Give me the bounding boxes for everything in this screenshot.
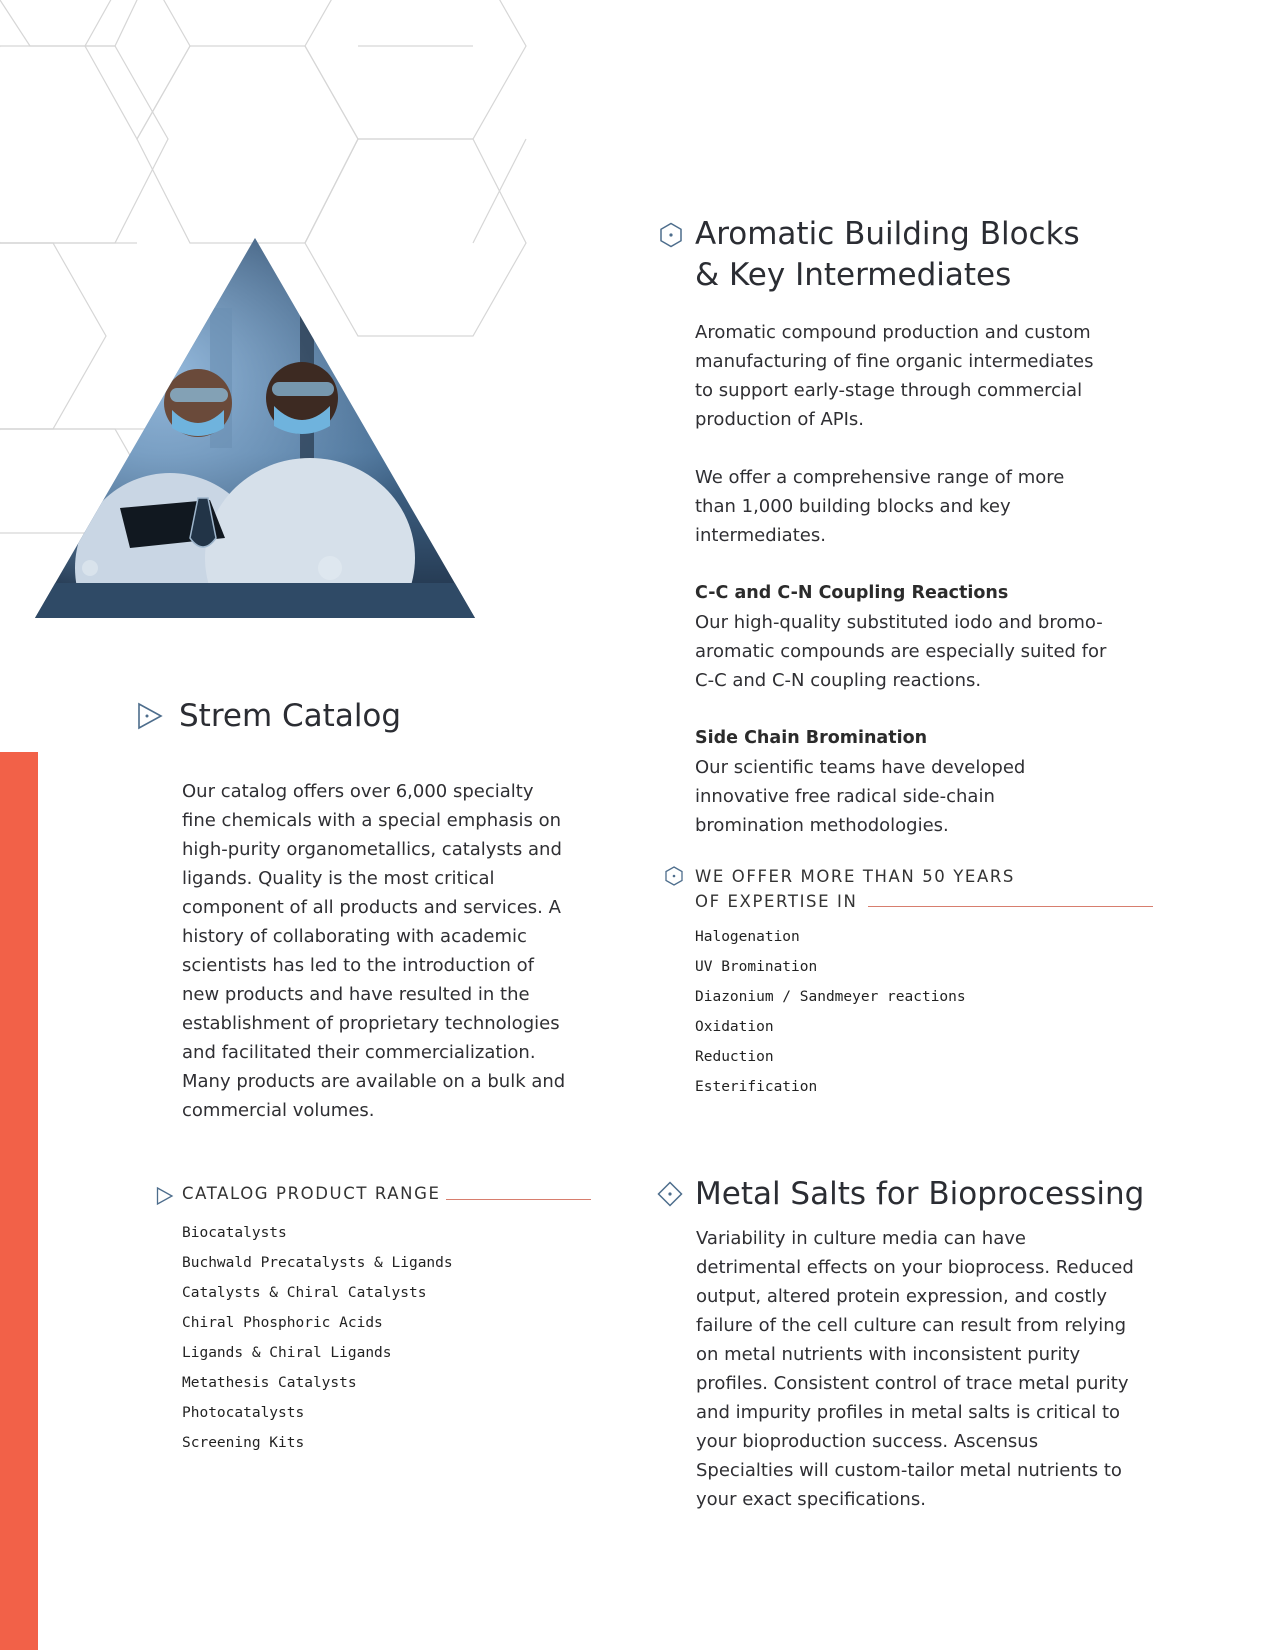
hexagon-dot-icon xyxy=(665,866,683,886)
catalog-title: Strem Catalog xyxy=(179,698,402,734)
accent-sidebar-bar xyxy=(0,752,38,1650)
list-item: Reduction xyxy=(695,1049,774,1065)
list-item: Halogenation xyxy=(695,929,800,945)
list-item: Catalysts & Chiral Catalysts xyxy=(182,1285,427,1301)
aromatic-range-paragraph: We offer a comprehensive range of more than 1,000 building blocks and key intermediates. xyxy=(695,467,1065,546)
bromination-heading: Side Chain Bromination xyxy=(695,728,928,748)
metal-salts-title: Metal Salts for Bioprocessing xyxy=(695,1176,1145,1212)
product-range-heading: CATALOG PRODUCT RANGE xyxy=(182,1184,441,1203)
list-item: Chiral Phosphoric Acids xyxy=(182,1315,383,1331)
diamond-dot-icon xyxy=(657,1181,683,1207)
list-item: Biocatalysts xyxy=(182,1225,287,1241)
expertise-list xyxy=(695,922,966,1102)
coupling-heading: C-C and C-N Coupling Reactions xyxy=(695,583,1009,603)
list-item: Metathesis Catalysts xyxy=(182,1375,357,1391)
metal-salts-paragraph: Variability in culture media can have detrimental effects on your bioprocess. Reduced output, altered protein expression, and costly failure of the cell culture can result from relying on metal nutrients with inconsistent purity profiles. Consistent control of trace metal purity and impurity profiles in metal salts is critical to your bioproduction success. Ascensus Specialties will custom-tailor metal nutrients to your exact specifications. xyxy=(696,1228,1134,1510)
list-item: Ligands & Chiral Ligands xyxy=(182,1345,392,1361)
bromination-paragraph: Our scientific teams have developed innovative free radical side-chain bromination methodologies. xyxy=(695,757,1026,836)
catalog-paragraph: Our catalog offers over 6,000 specialty fine chemicals with a special emphasis on high-purity organometallics, catalysts and ligands. Quality is the most critical component of all products and services. A history of collaborating with academic scientists has led to the introduction of new products and have resulted in the establishment of proprietary technologies and facilitated their commercialization. Many products are available on a bulk and commercial volumes. xyxy=(182,781,566,1121)
expertise-heading-line1: WE OFFER MORE THAN 50 YEARS xyxy=(695,867,1015,886)
play-triangle-icon xyxy=(137,702,163,730)
product-range-list xyxy=(182,1218,453,1458)
list-item: Buchwald Precatalysts & Ligands xyxy=(182,1255,453,1271)
aromatic-body xyxy=(695,318,1110,840)
list-item: UV Bromination xyxy=(695,959,818,975)
list-item: Photocatalysts xyxy=(182,1405,305,1421)
coupling-paragraph: Our high-quality substituted iodo and bromo-aromatic compounds are especially suited for C-C and C-N coupling reactions. xyxy=(695,612,1107,691)
list-item: Esterification xyxy=(695,1079,818,1095)
aromatic-title-line1: Aromatic Building Blocks xyxy=(695,216,1080,252)
hexagon-dot-icon xyxy=(659,222,683,248)
list-item: Screening Kits xyxy=(182,1435,305,1451)
aromatic-title-line2: & Key Intermediates xyxy=(695,257,1012,293)
expertise-heading-rule xyxy=(868,906,1153,907)
play-triangle-icon xyxy=(156,1186,174,1206)
list-item: Diazonium / Sandmeyer reactions xyxy=(695,989,966,1005)
product-range-heading-rule xyxy=(446,1199,591,1200)
aromatic-intro-paragraph: Aromatic compound production and custom manufacturing of fine organic intermediates to support early-stage through commercial production of APIs. xyxy=(695,322,1094,430)
lab-scientists-photo xyxy=(30,238,480,628)
expertise-heading-line2: OF EXPERTISE IN xyxy=(695,892,858,911)
list-item: Oxidation xyxy=(695,1019,774,1035)
aromatic-title xyxy=(695,214,1155,296)
